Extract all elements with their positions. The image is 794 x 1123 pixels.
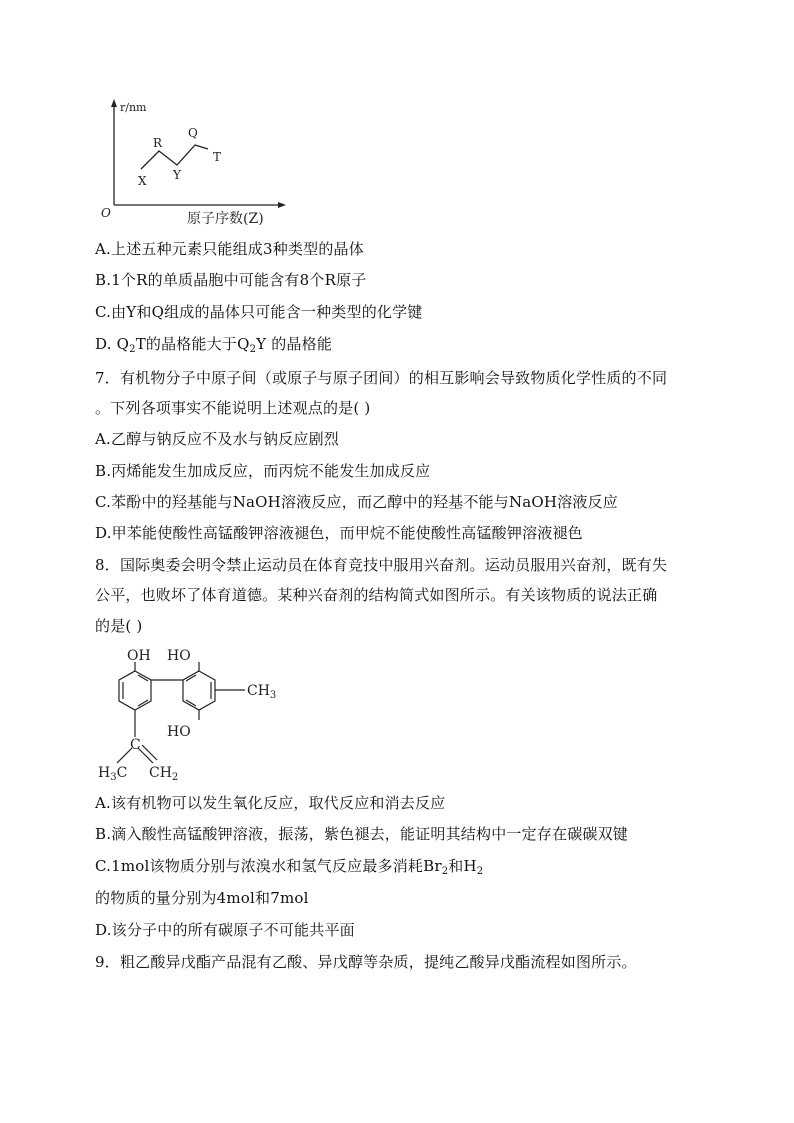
ch2-text: CH	[149, 765, 172, 781]
ch3-sub: 3	[269, 690, 277, 701]
right-benzene-ring	[183, 671, 215, 710]
y-axis-label: r/nm	[120, 101, 147, 114]
x-axis-arrow	[278, 202, 286, 208]
ho-bottom-label: HO	[167, 724, 191, 740]
ch3-text: CH	[247, 683, 270, 699]
x-axis-label: 原子序数(Z)	[187, 211, 264, 225]
point-label-r: R	[153, 136, 163, 150]
q7-stem-line1: 7．有机物分子中原子间（或原子与原子团间）的相互影响会导致物质化学性质的不同	[95, 369, 668, 387]
q7-option-b: B.丙烯能发生加成反应，而丙烷不能发生加成反应	[95, 462, 431, 480]
c-double-bond-2	[142, 745, 157, 760]
q6-d-post: Y 的晶格能	[256, 335, 333, 353]
origin-label: O	[101, 206, 111, 220]
q7-option-d: D.甲苯能使酸性高锰酸钾溶液褪色，而甲烷不能使酸性高锰酸钾溶液褪色	[95, 524, 583, 542]
q7-stem-line2: 。下列各项事实不能说明上述观点的是( )	[95, 399, 371, 417]
q6-d-sub2: 2	[249, 344, 257, 355]
q6-option-d	[95, 334, 332, 360]
q8-option-a: A.该有机物可以发生氧化反应，取代反应和消去反应	[95, 794, 446, 812]
q7-option-c: C.苯酚中的羟基能与NaOH溶液反应，而乙醇中的羟基不能与NaOH溶液反应	[95, 493, 619, 511]
ch2-label	[149, 765, 178, 783]
q8-c-sub1: 2	[441, 866, 449, 877]
q6-d-sub1: 2	[129, 344, 136, 355]
h3c-c: C	[116, 765, 128, 781]
radius-curve	[141, 145, 208, 169]
radius-graph	[95, 95, 295, 225]
left-benzene-ring	[119, 671, 151, 710]
point-label-t: T	[213, 150, 222, 164]
q8-stem-line1: 8．国际奥委会明令禁止运动员在体育竞技中服用兴奋剂。运动员服用兴奋剂，既有失	[95, 556, 668, 574]
q7-option-a: A.乙醇与钠反应不及水与钠反应剧烈	[95, 430, 340, 448]
q9-stem: 9．粗乙酸异戊酯产品混有乙酸、异戊醇等杂质，提纯乙酸异戊酯流程如图所示。	[95, 953, 637, 971]
ch3-label	[247, 683, 276, 701]
h3c-sub: 3	[110, 772, 117, 783]
q6-option-a: A.上述五种元素只能组成3种类型的晶体	[95, 240, 364, 258]
q8-c-sub2: 2	[476, 866, 484, 877]
q8-c-pre: C.1mol该物质分别与浓溴水和氢气反应最多消耗Br	[95, 857, 442, 875]
y-axis-arrow	[111, 99, 117, 107]
oh-top-label: OH	[127, 648, 151, 664]
ch2-sub: 2	[171, 772, 179, 783]
q6-option-b: B.1个R的单质晶胞中可能含有8个R原子	[95, 271, 367, 289]
q8-stem-line2: 公平，也败坏了体育道德。某种兴奋剂的结构简式如图所示。有关该物质的说法正确	[95, 586, 658, 604]
q8-c-mid: 和H	[448, 857, 477, 875]
q6-option-c: C.由Y和Q组成的晶体只可能含一种类型的化学键	[95, 303, 423, 321]
q8-option-b: B.滴入酸性高锰酸钾溶液，振荡，紫色褪去，能证明其结构中一定存在碳碳双键	[95, 825, 628, 843]
q8-option-c-line2: 的物质的量分别为4mol和7mol	[95, 889, 309, 907]
q8-option-d: D.该分子中的所有碳原子不可能共平面	[95, 921, 355, 939]
q6-d-pre: D. Q	[95, 335, 130, 353]
point-label-x: X	[138, 174, 147, 188]
h3c-label	[98, 765, 127, 783]
q8-option-c	[95, 856, 483, 882]
point-label-q: Q	[188, 126, 198, 140]
c-label: C	[130, 737, 141, 753]
point-label-y: Y	[173, 168, 181, 182]
ho-top-label: HO	[167, 648, 191, 664]
structure-formula	[95, 642, 285, 787]
q6-d-mid: T的晶格能大于Q	[135, 335, 250, 353]
h3c-h: H	[98, 765, 111, 781]
q8-stem-line3: 的是( )	[95, 617, 143, 635]
